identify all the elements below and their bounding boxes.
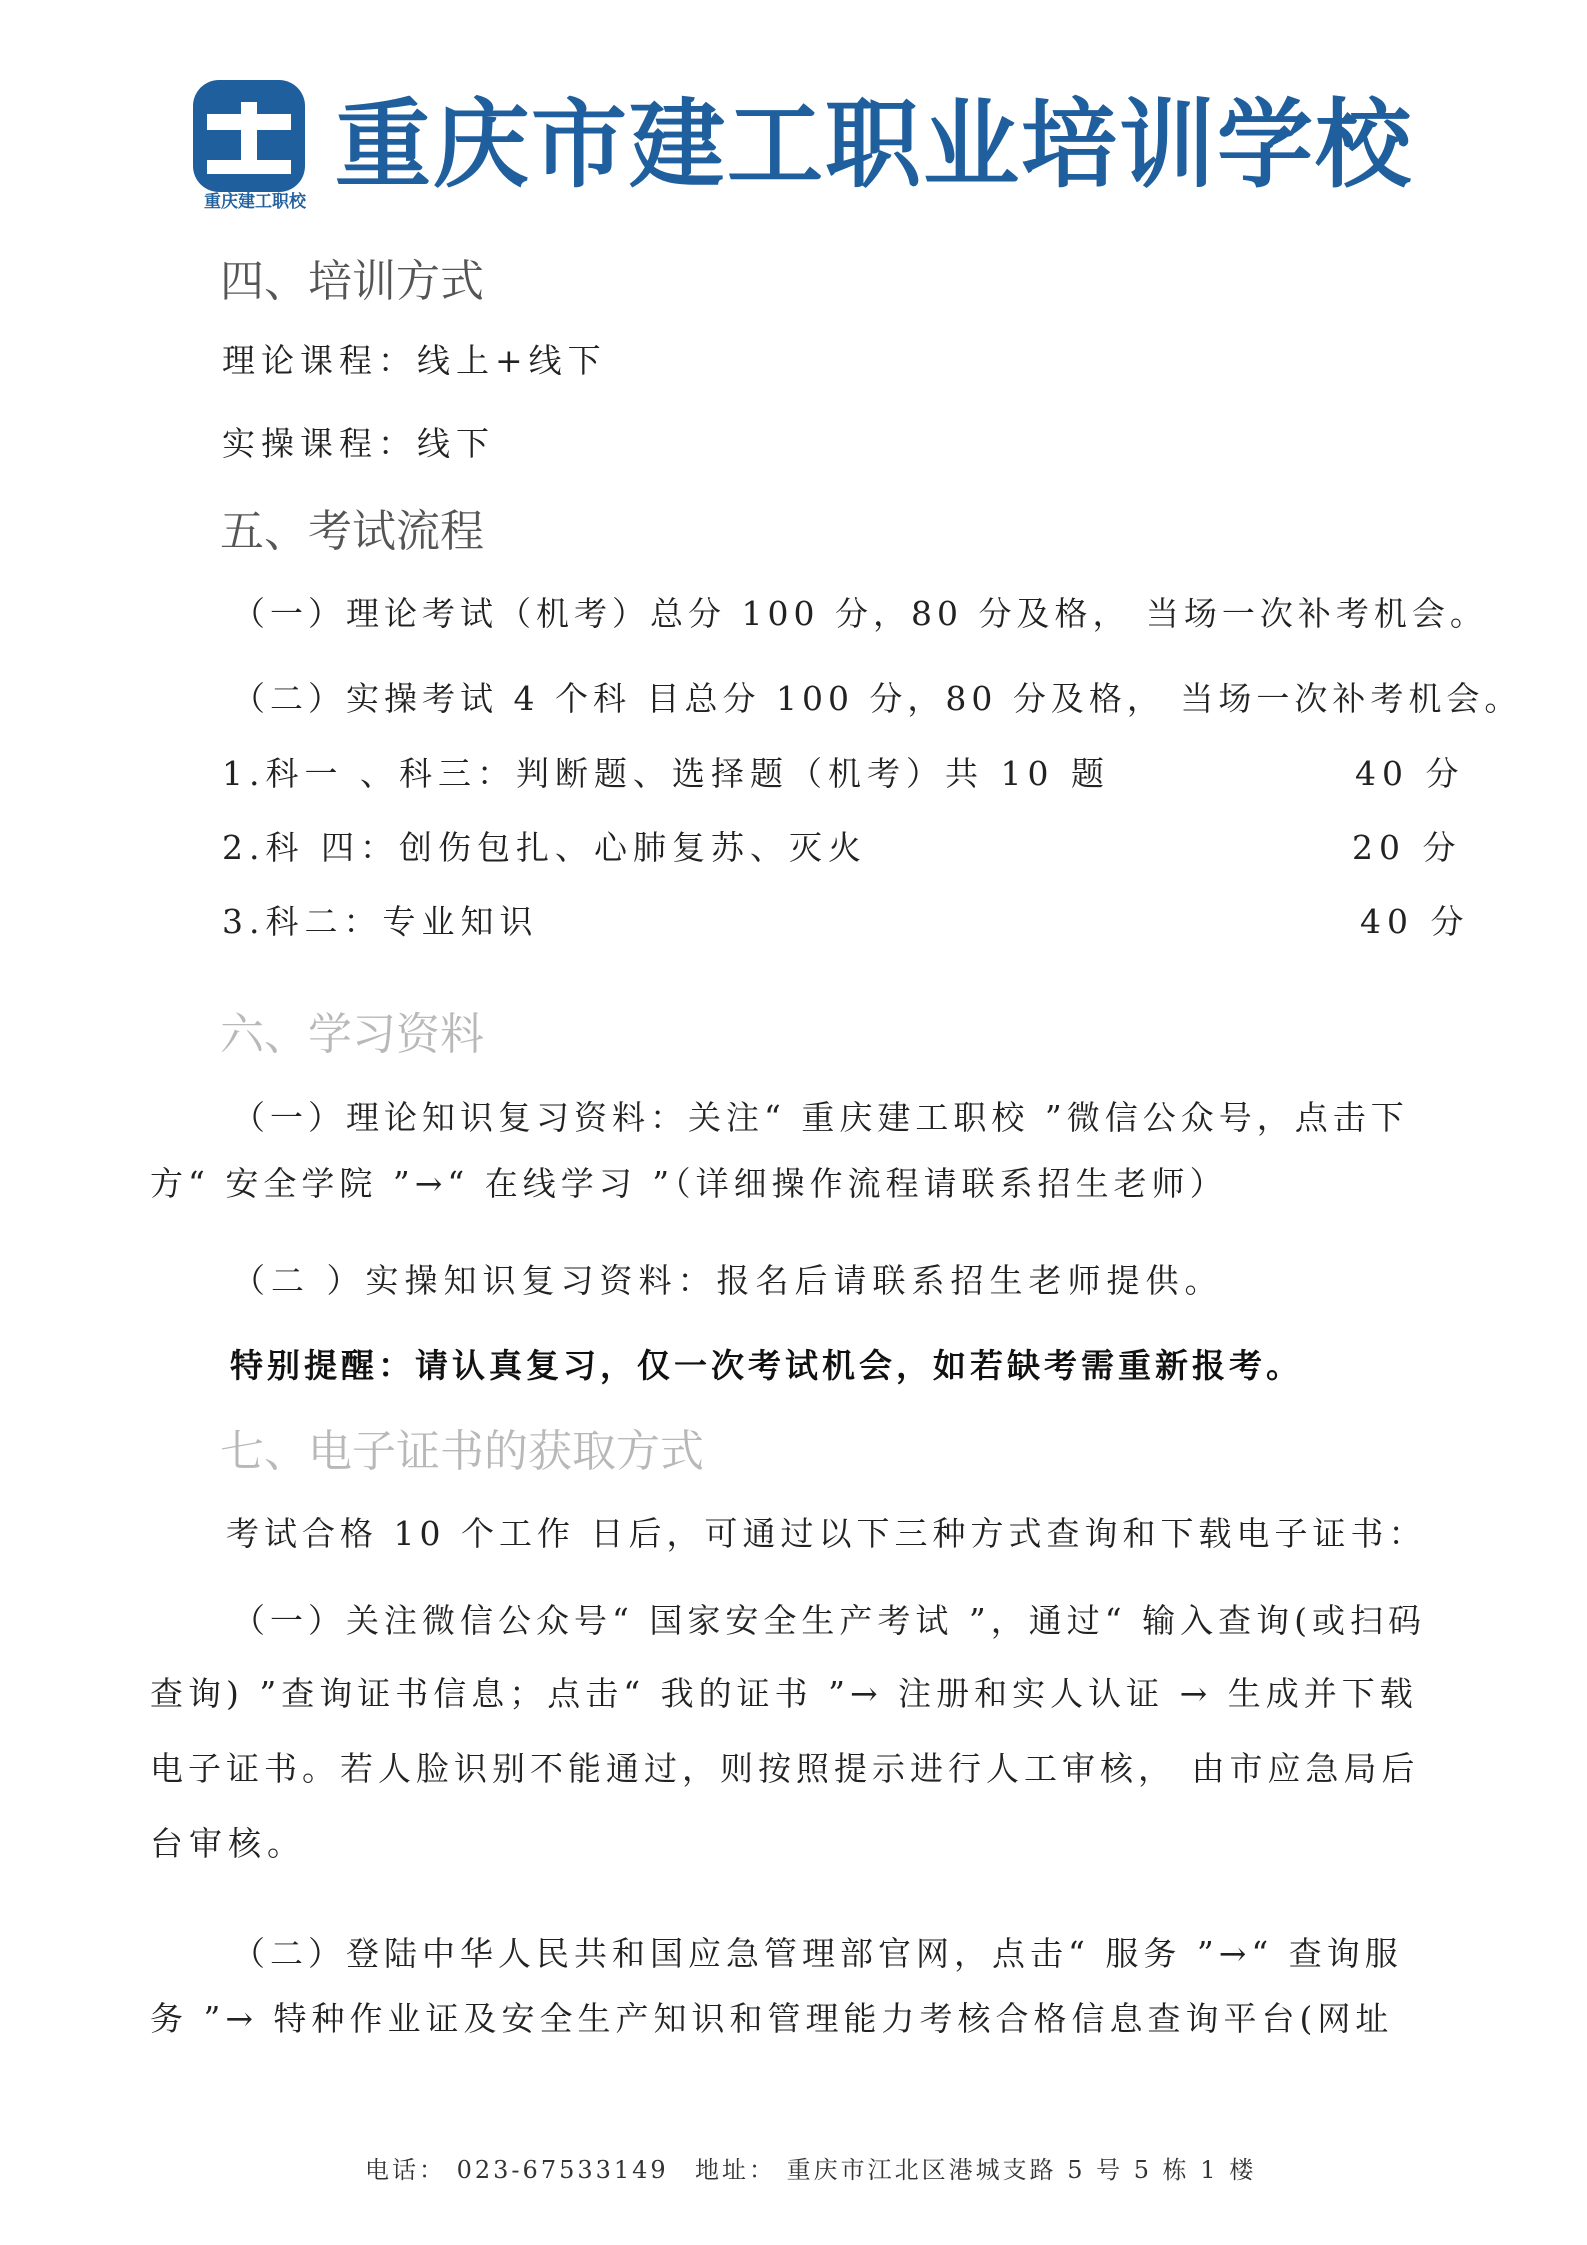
exam-item-1: （一）理论考试（机考）总分 100 分，80 分及格， 当场一次补考机会。 [232,594,1488,633]
study-item-1-line-2: 方“ 安全学院 ”→“ 在线学习 ”（详细操作流程请联系招生老师） [150,1164,1228,1203]
cert-item-1-line-3: 电子证书。若人脸识别不能通过，则按照提示进行人工审核， 由市应急局后 [150,1749,1420,1788]
study-item-2: （二 ）实操知识复习资料：报名后请联系招生老师提供。 [232,1261,1224,1300]
certificate-intro: 考试合格 10 个工作 日后，可通过以下三种方式查询和下载电子证书： [226,1514,1427,1553]
logo-caption: 重庆建工职校 [204,192,306,212]
cert-item-1-line-2: 查询) ”查询证书信息；点击“ 我的证书 ”→ 注册和实人认证 → 生成并下载 [150,1674,1418,1713]
study-item-1-line-1: （一）理论知识复习资料：关注“ 重庆建工职校 ”微信公众号，点击下 [232,1098,1409,1137]
page-header [150,55,1450,240]
special-reminder: 特别提醒：请认真复习，仅一次考试机会，如若缺考需重新报考。 [230,1346,1303,1385]
subject-3: 3.科二：专业知识 [222,902,539,941]
cert-item-2-line-2: 务 ”→ 特种作业证及安全生产知识和管理能力考核合格信息查询平台(网址 [150,1999,1394,2038]
subject-2-score: 20 分 [1352,828,1462,867]
cert-item-1-line-4: 台审核。 [150,1824,306,1863]
section5-heading: 五、考试流程 [220,506,484,557]
exam-item-2: （二）实操考试 4 个科 目总分 100 分，80 分及格， 当场一次补考机会。 [232,679,1523,718]
section4-line-1: 理论课程：线上+线下 [222,341,607,380]
footer-address: 地址： 重庆市江北区港城支路 5 号 5 栋 1 楼 [695,2156,1257,2184]
subject-3-score: 40 分 [1360,902,1470,941]
section6-heading: 六、学习资料 [220,1009,484,1060]
school-logo [193,80,305,192]
subject-2: 2.科 四：创伤包扎、心肺复苏、灭火 [222,828,867,867]
cert-item-2-line-1: （二）登陆中华人民共和国应急管理部官网，点击“ 服务 ”→“ 查询服 [232,1934,1403,1973]
section4-heading: 四、培训方式 [220,256,484,307]
footer-phone: 电话： 023-67533149 [365,2156,669,2184]
school-name: 重庆市建工职业培训学校 [335,89,1413,201]
cert-item-1-line-1: （一）关注微信公众号“ 国家安全生产考试 ”，通过“ 输入查询(或扫码 [232,1601,1426,1640]
section7-heading: 七、电子证书的获取方式 [220,1426,704,1477]
section4-line-2: 实操课程：线下 [222,424,495,463]
subject-1: 1.科一 、科三：判断题、选择题（机考）共 10 题 [222,754,1110,793]
subject-1-score: 40 分 [1355,754,1465,793]
